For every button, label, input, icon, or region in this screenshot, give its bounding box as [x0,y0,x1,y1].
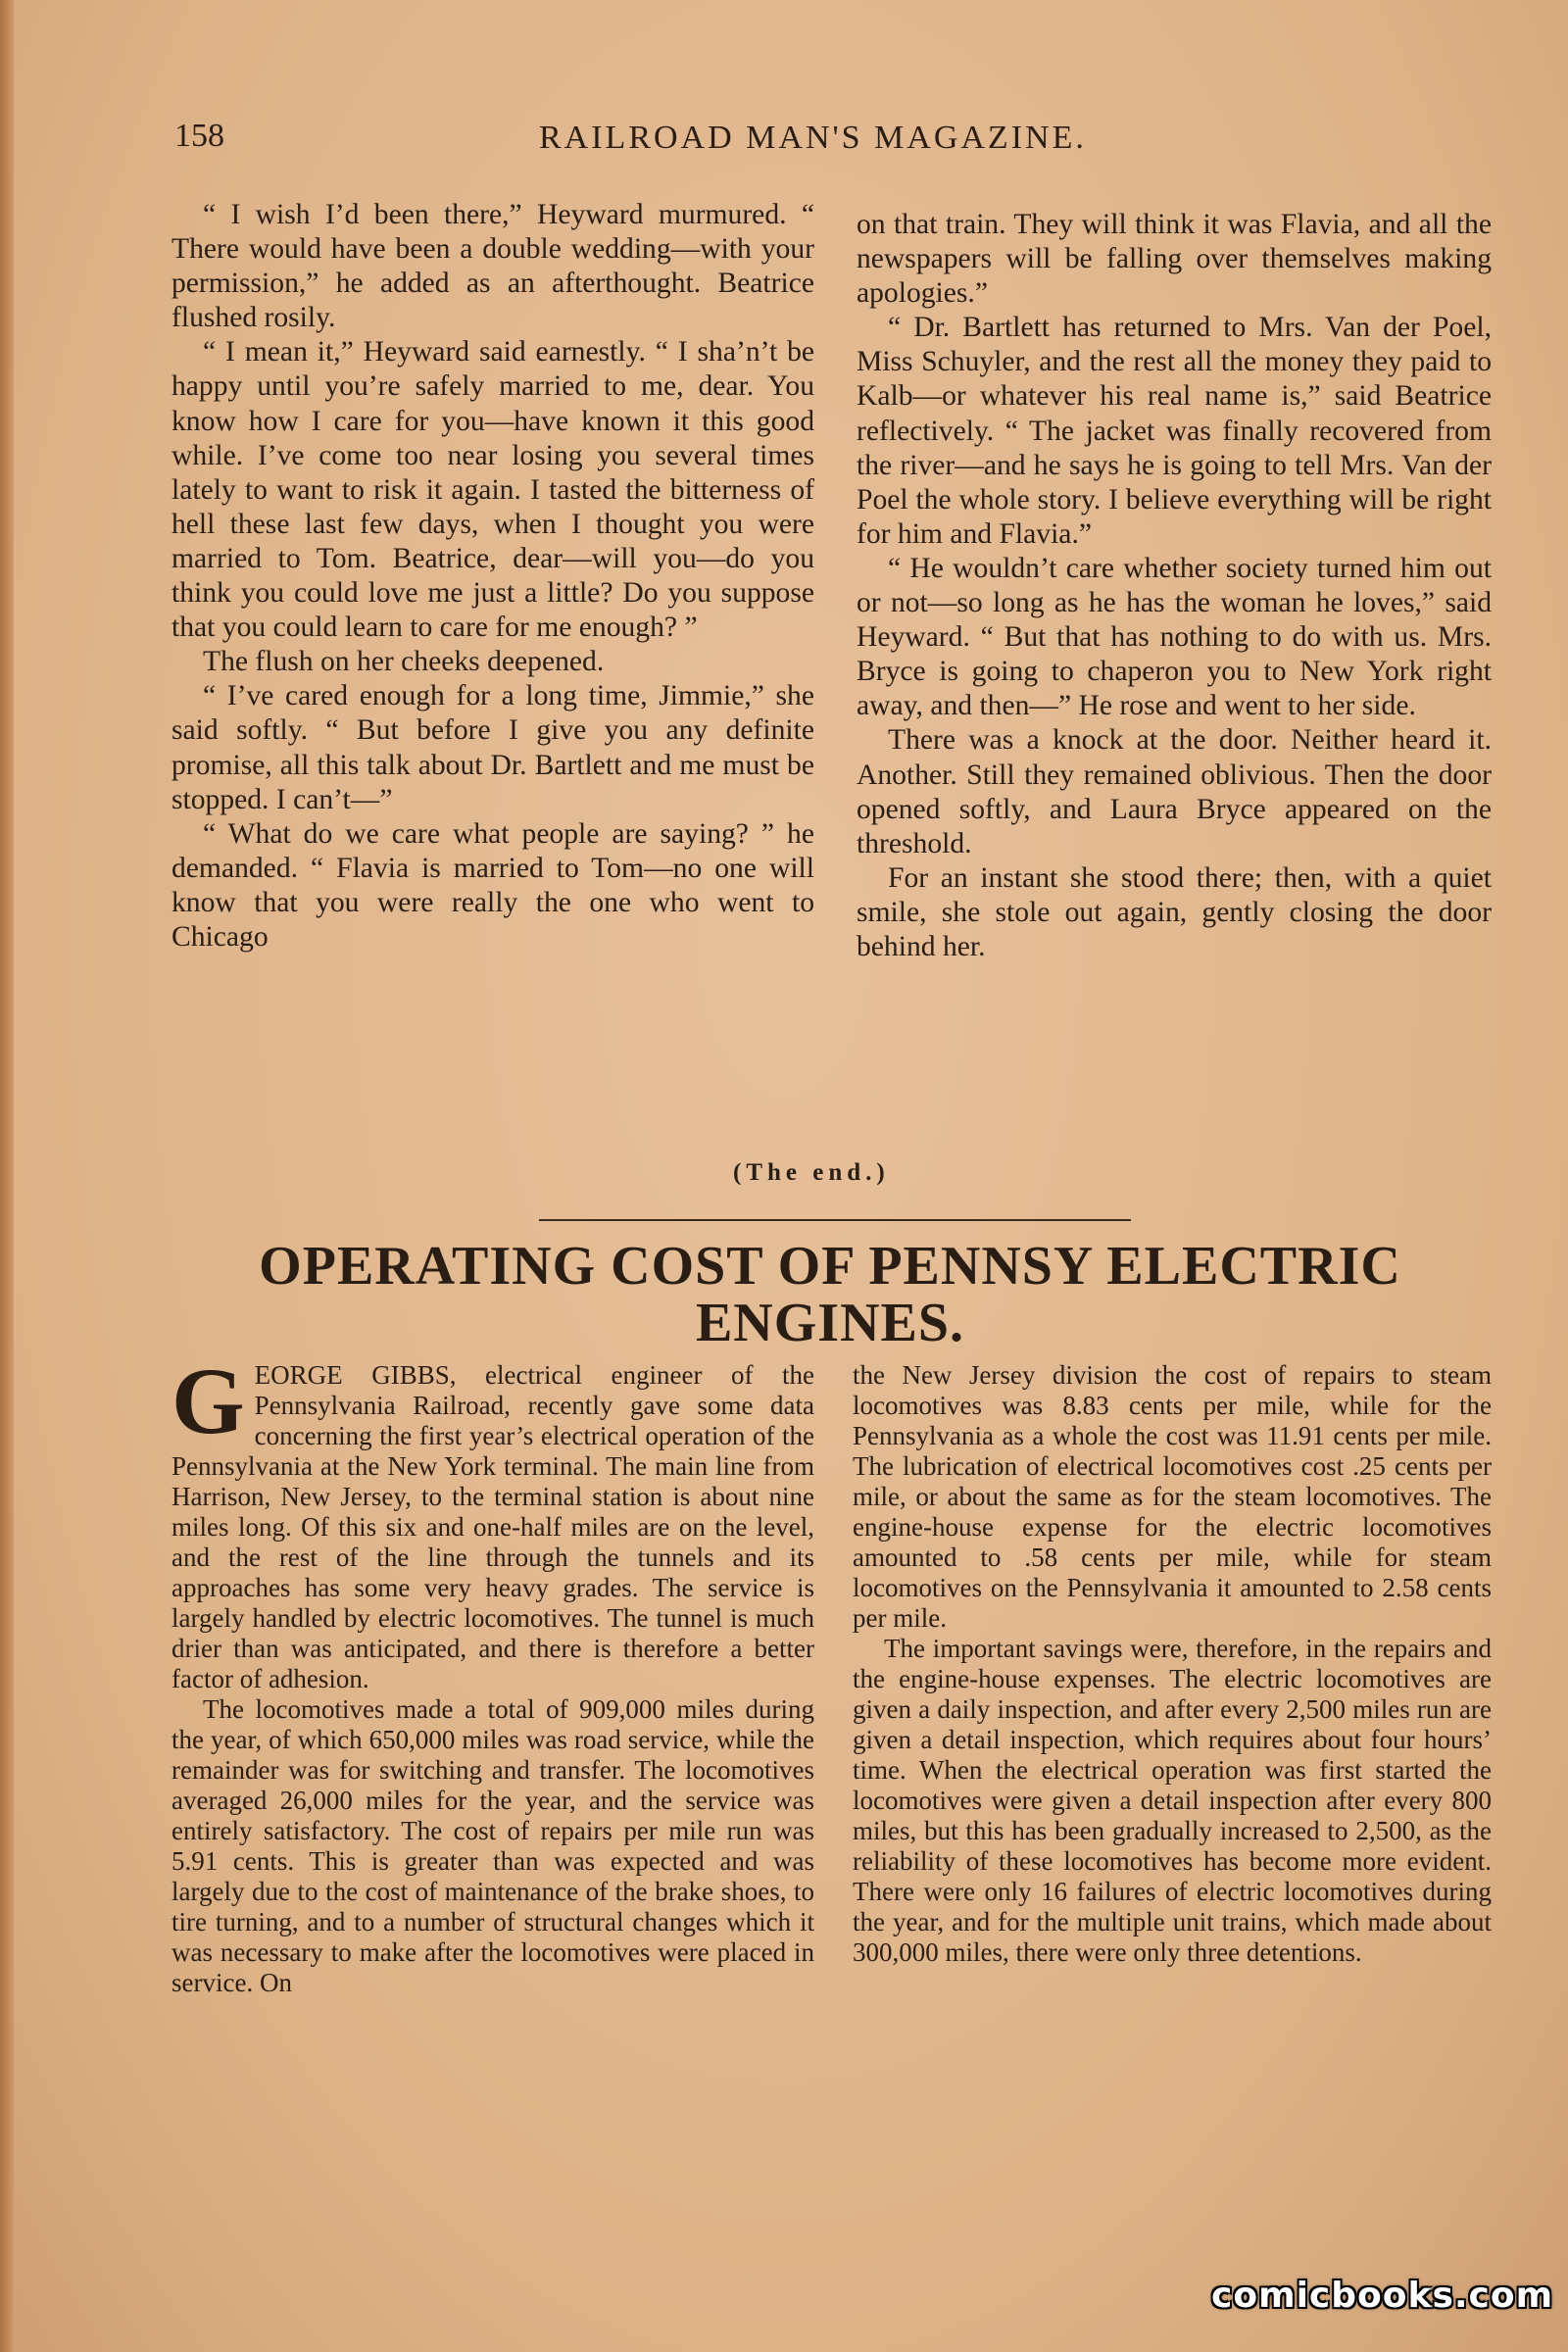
drop-cap: G [172,1348,245,1453]
paragraph: “ Dr. Bartlett has returned to Mrs. Van der Poel, Miss Schuyler, and the rest all the money they paid to Kalb—or whatever his real name is,” said Beatrice reflectively. “ The jacket was finally recovered from the river—and he says he is going to tell Mrs. Van der Poel the whole story. I believe everything will be right for him and Flavia.” [857,312,1492,550]
headline-line-1: OPERATING COST OF PENNSY ELECTRIC [259,1236,1401,1297]
paragraph: “ What do we care what people are saying? ” he demanded. “ Flavia is married to Tom—no one will know that you were really the one who went to Chicago [172,817,814,953]
article-column-left [172,1348,814,1998]
paragraph: For an instant she stood there; then, with a quiet smile, she stole out again, gently closing the door behind her. [857,861,1492,962]
paragraph: the New Jersey division the cost of repairs to steam locomotives was 8.83 cents per mile, while for the Pennsylvania as a whole the cost was 11.91 cents per mile. The lubrication of electrical locomotives cost .25 cents per mile, or about the same as for the steam locomotives. The engine-house expense for the electric locomotives amounted to .58 cents per mile, while for steam locomotives on the Pennsylvania it amounted to 2.58 cents per mile. [853,1360,1492,1633]
paragraph: The flush on her cheeks deepened. [203,646,605,678]
paragraph: The locomotives made a total of 909,000 miles during the year, of which 650,000 miles was road service, while the remainder was for switching and transfer. The locomotives averaged 26,000 miles for the year, and the service was entirely satisfactory. The cost of repairs per mile run was 5.91 cents. This is greater than was expected and was largely due to the cost of maintenance of the brake shoes, to tire turning, and to a number of structural changes which it was necessary to make after the locomotives were placed in service. On [172,1694,814,1997]
paragraph: on that train. They will think it was Flavia, and all the newspapers will be falling over themselves making apologies.” [857,209,1492,310]
watermark: comicbooks.com [1211,2276,1554,2316]
lead-text: electrical engineer of the Pennsylvania Railroad, recently gave some data concerning the first year’s electrical operation of the Pennsylvania at the New York terminal. The main line from Harrison, New Jersey, to the terminal station is about nine miles long. Of this six and one-half miles are on the level, and the rest of the line through the tunnels and its approaches has some very heavy grades. The service is largely handled by electric locomotives. The tunnel is much drier than was anticipated, and there is therefore a better factor of adhesion. [172,1360,814,1693]
article-column-right [853,1360,1492,1968]
story-column-left [172,198,814,955]
lead-paragraph [172,1348,814,1694]
paragraph: “ He wouldn’t care whether society turned him out or not—so long as he has the woman he loves,” said Heyward. “ But that has nothing to do with us. Mrs. Bryce is going to chaperon you to New York right away, and then—” He rose and went to her side. [857,552,1492,722]
paragraph: There was a knock at the door. Neither heard it. Another. Still they remained oblivious. Then the door opened softly, and Laura Bryce appeared on the threshold. [857,724,1492,859]
article-headline [167,1238,1494,1351]
paragraph: The important savings were, therefore, in the repairs and the engine-house expenses. The electric locomotives are given a daily inspection, and after every 2,500 miles run are given a detail inspection, which requires about four hours’ time. When the electrical operation was first started the locomotives were given a detail inspection after every 800 miles, but this has been gradually increased to 2,500, as the reliability of these locomotives has become more evident. There were only 16 failures of electric locomotives during the year, and for the multiple unit trains, which made about 300,000 miles, there were only three detentions. [853,1634,1492,1967]
story-column-right [857,208,1492,964]
headline-line-2: ENGINES. [695,1293,965,1353]
paragraph: “ I wish I’d been there,” Heyward murmured. “ There would have been a double wedding—with your permission,” he added as an afterthought. Beatrice flushed rosily. [172,199,814,334]
story-end-note: (The end.) [733,1159,890,1186]
page-edge [0,0,14,2352]
section-divider [539,1219,1131,1221]
running-head [174,118,1154,167]
paragraph: “ I’ve cared enough for a long time, Jimmie,” she said softly. “ But before I give you any definite promise, all this talk about Dr. Bartlett and me must be stopped. I can’t—” [172,680,814,815]
lead-caps: EORGE GIBBS, [254,1360,457,1390]
magazine-title: RAILROAD MAN'S MAGAZINE. [539,120,1087,156]
paragraph: “ I mean it,” Heyward said earnestly. “ I sha’n’t be happy until you’re safely married to me, dear. You know how I care for you—have known it this good while. I’ve come too near losing you several times lately to want to risk it again. I tasted the bitterness of hell these last few days, when I thought you were married to Tom. Beatrice, dear—will you—do you think you could love me just a little? Do you suppose that you could learn to care for me enough? ” [172,336,814,644]
page-number: 158 [174,118,224,154]
